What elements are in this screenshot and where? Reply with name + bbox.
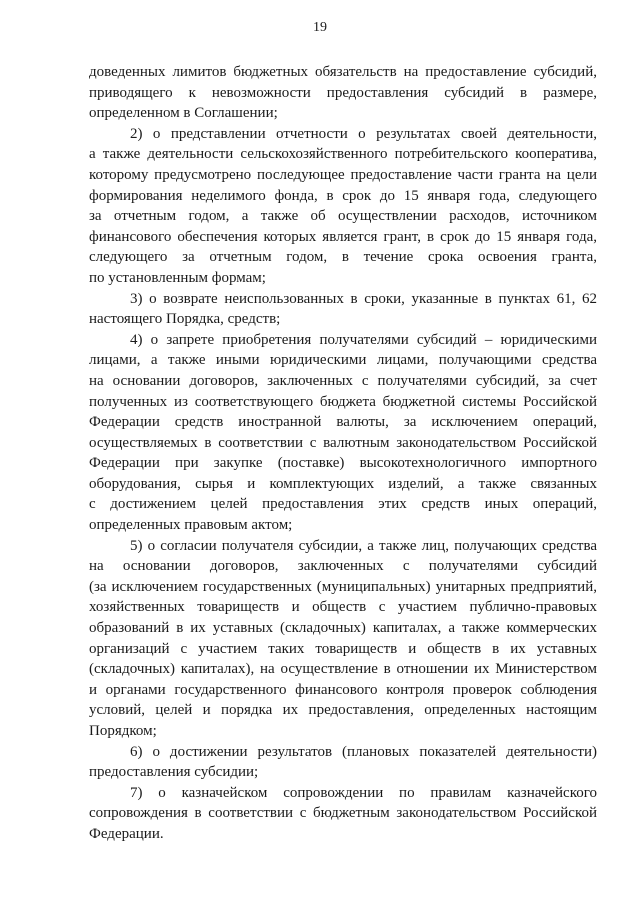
text-line: организаций с участием таких товариществ и обществ в их уставных — [89, 640, 597, 657]
paragraph-p5 — [89, 536, 597, 742]
text-line: полученных из соответствующего бюджета бюджетной системы Российской — [89, 393, 597, 410]
text-line: с достижением целей предоставления этих средств иных операций, — [89, 496, 597, 513]
text-line: 4) о запрете приобретения получателями субсидий – юридическими — [130, 331, 597, 348]
text-line: оборудования, сырья и комплектующих изделий, а также связанных — [89, 475, 597, 492]
text-line: (за исключением государственных (муниципальных) унитарных предприятий, — [89, 578, 597, 595]
text-line: за отчетным годом, а также об осуществлении расходов, источником — [89, 208, 597, 225]
text-line: 6) о достижении результатов (плановых показателей деятельности) — [130, 743, 597, 760]
text-line: и органами государственного финансового контроля проверок соблюдения — [89, 681, 597, 698]
text-line: Федерации при закупке (поставке) высокотехнологичного импортного — [89, 455, 597, 472]
document-body — [89, 62, 597, 845]
text-line: на основании договоров, заключенных с получателями субсидий — [89, 558, 597, 575]
text-line: доведенных лимитов бюджетных обязательств на предоставление субсидий, — [89, 64, 597, 80]
paragraph-p3 — [89, 289, 597, 330]
text-line: образований в их уставных (складочных) капиталах, а также коммерческих — [89, 620, 597, 637]
text-line: условий, целей и порядка их предоставления, определенных настоящим — [89, 702, 597, 719]
text-line: определенном в Соглашении; — [89, 105, 278, 122]
text-line: определенных правовым актом; — [89, 517, 293, 534]
text-line: хозяйственных товариществ и обществ с участием публично-правовых — [89, 599, 597, 616]
text-line: предоставления субсидии; — [89, 764, 259, 781]
text-line: Порядком; — [89, 723, 157, 739]
text-line: 3) о возврате неиспользованных в сроки, указанные в пунктах 61, 62 — [130, 290, 597, 307]
text-line: приводящего к невозможности предоставления субсидий в размере, — [89, 84, 597, 101]
text-line: 2) о представлении отчетности о результатах своей деятельности, — [130, 125, 597, 142]
paragraph-p7 — [89, 783, 597, 845]
text-line: по установленным формам; — [89, 269, 266, 286]
text-line: (складочных) капиталах), на осуществление в отношении их Министерством — [89, 661, 597, 678]
text-line: лицами, а также иными юридическими лицами, получающими средства — [89, 352, 597, 369]
page-number: 19 — [313, 20, 327, 35]
paragraph-p0 — [89, 62, 597, 124]
text-line: финансового обеспечения которых является грант, в срок до 15 января года, — [89, 228, 597, 245]
text-line: Федерации средств иностранной валюты, за исключением операций, — [89, 414, 597, 431]
text-line: формирования неделимого фонда, в срок до 15 января года, следующего — [89, 187, 597, 204]
text-line: следующего за отчетным годом, в течение срока освоения гранта, — [89, 249, 597, 266]
paragraph-p4 — [89, 330, 597, 536]
text-line: на основании договоров, заключенных с получателями субсидий, за счет — [89, 372, 597, 389]
text-line: а также деятельности сельскохозяйственного потребительского кооператива, — [89, 146, 597, 163]
text-line: осуществляемых в соответствии с валютным законодательством Российской — [89, 434, 597, 451]
text-line: настоящего Порядка, средств; — [89, 311, 281, 328]
text-line: сопровождения в соответствии с бюджетным законодательством Российской — [89, 805, 597, 822]
text-line: 7) о казначейском сопровождении по правилам казначейского — [130, 784, 597, 801]
text-line: 5) о согласии получателя субсидии, а также лиц, получающих средства — [130, 537, 597, 554]
paragraph-p6 — [89, 742, 597, 783]
paragraph-p2 — [89, 124, 597, 289]
text-line: которому предусмотрено последующее предоставление части гранта на цели — [89, 166, 597, 183]
text-line: Федерации. — [89, 825, 164, 842]
